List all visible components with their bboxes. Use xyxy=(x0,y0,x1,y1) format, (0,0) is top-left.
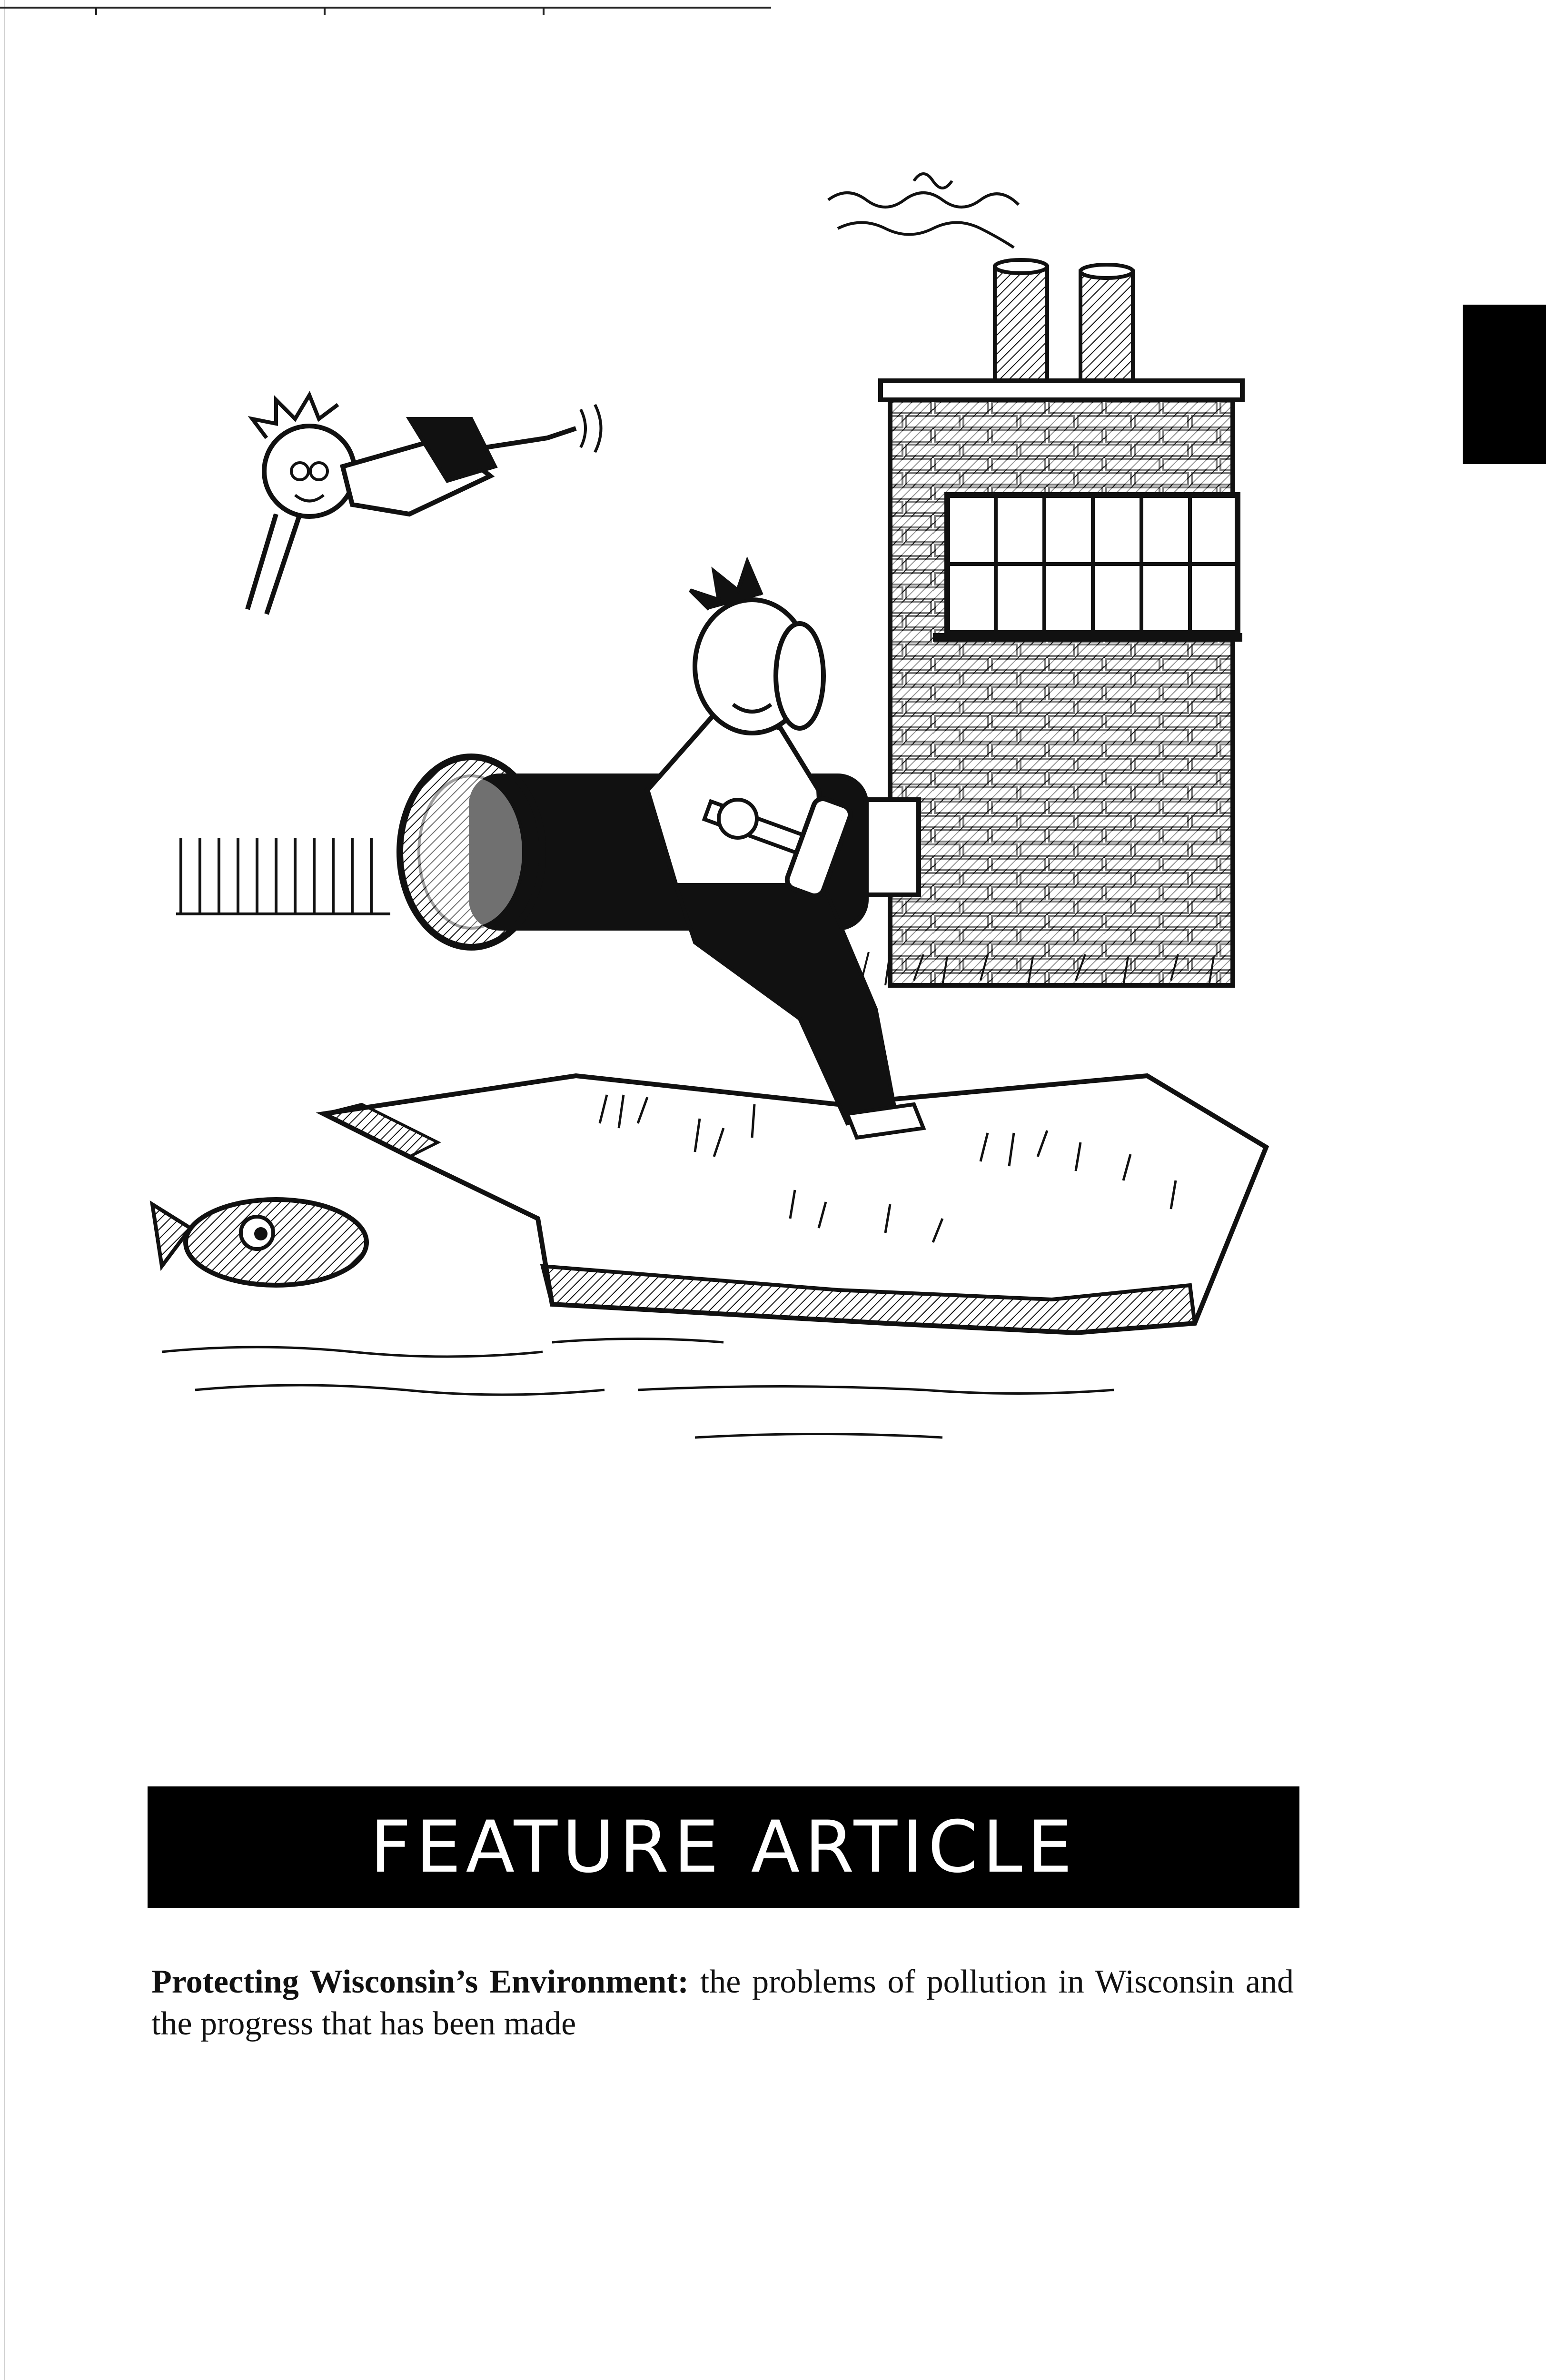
diving-child-icon xyxy=(248,395,601,614)
feature-article-banner xyxy=(148,1786,1299,1908)
chimney-icon xyxy=(995,260,1133,386)
factory-icon xyxy=(881,381,1242,985)
banner-title: FEATURE ARTICLE xyxy=(370,1805,1077,1889)
top-rule-tick xyxy=(543,7,545,15)
pollution-cartoon-illustration xyxy=(76,171,1304,1504)
article-caption xyxy=(151,1961,1294,2045)
page-edge xyxy=(4,0,5,2380)
caption-lead: Protecting Wisconsin’s Environment: xyxy=(151,1964,689,2000)
top-rule-tick xyxy=(95,7,97,15)
thumb-index-tab xyxy=(1463,305,1546,464)
fence-icon xyxy=(176,838,390,914)
water-ripples-icon xyxy=(162,1339,1114,1438)
caption-body: the problems of pollution in Wisconsin and the progress that has been made xyxy=(151,1964,1294,2042)
fish-icon xyxy=(152,1200,367,1285)
top-rule-tick xyxy=(324,7,326,15)
top-rule xyxy=(0,7,771,9)
smoke-icon xyxy=(828,174,1019,248)
